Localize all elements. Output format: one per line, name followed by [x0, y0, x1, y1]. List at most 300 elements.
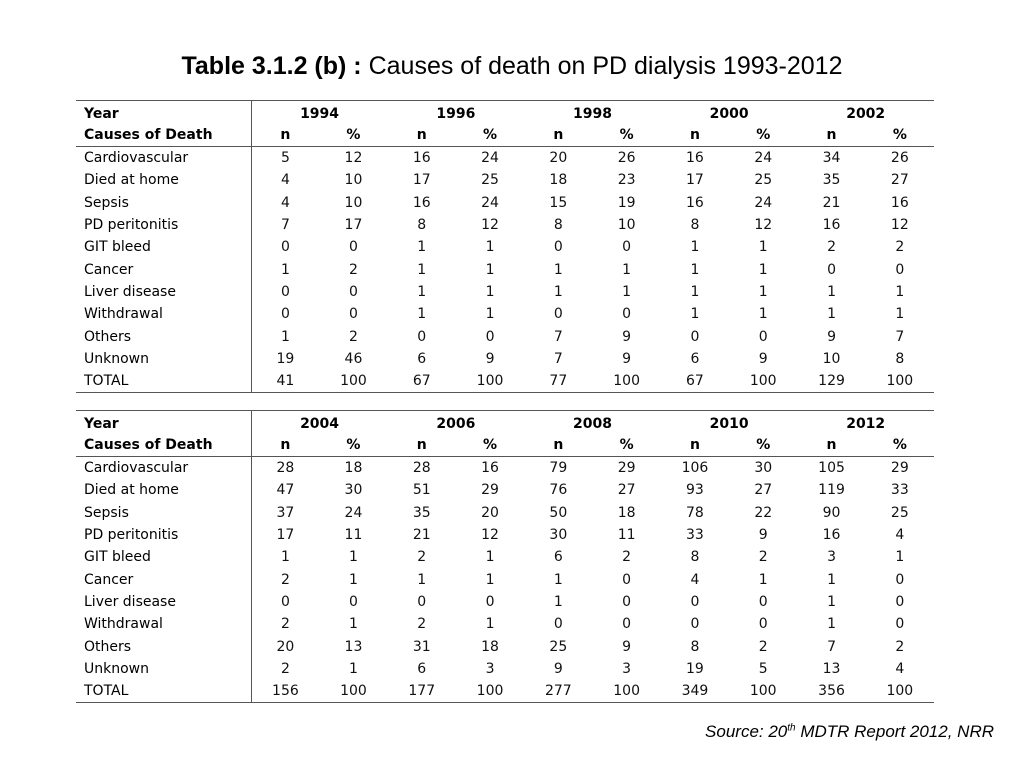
- percent-cell: 5: [758, 660, 768, 677]
- percent-cell: 1: [485, 283, 495, 300]
- cause-label: Cardiovascular: [76, 147, 251, 170]
- percent-cell: 30: [344, 482, 363, 499]
- count-cell: 4: [690, 571, 700, 588]
- percent-cell: 2: [622, 549, 632, 566]
- cause-label: Liver disease: [76, 281, 251, 303]
- count-cell: 33: [686, 527, 704, 544]
- cause-label: Died at home: [76, 169, 251, 191]
- n-header: n: [388, 124, 456, 147]
- count-cell: 0: [417, 328, 427, 345]
- percent-cell: 1: [348, 549, 358, 566]
- count-cell: 1: [827, 306, 836, 323]
- source-superscript: th: [787, 722, 796, 734]
- data-table: [76, 100, 934, 393]
- percent-cell: 18: [481, 638, 499, 655]
- percent-cell: 10: [617, 217, 636, 234]
- percent-cell: 2: [758, 549, 768, 566]
- count-cell: 6: [417, 660, 427, 677]
- percent-cell: 9: [758, 527, 768, 544]
- table-row: [76, 214, 934, 236]
- year-header: 2008: [573, 415, 612, 432]
- count-cell: 2: [827, 239, 836, 256]
- table-row: [76, 457, 934, 480]
- percent-cell: 12: [890, 217, 909, 234]
- count-cell: 17: [412, 172, 431, 189]
- cause-label: Unknown: [76, 658, 251, 680]
- count-cell: 1: [553, 571, 563, 588]
- percent-cell: 9: [622, 328, 632, 345]
- table-row: [76, 546, 934, 568]
- count-cell: 67: [686, 373, 704, 390]
- year-header-row: [76, 411, 934, 435]
- year-header: 2000: [709, 105, 749, 122]
- percent-cell: 1: [758, 261, 768, 278]
- count-cell: 6: [553, 549, 563, 566]
- count-cell: 0: [280, 283, 290, 300]
- count-cell: 16: [822, 527, 841, 544]
- percent-cell: 26: [617, 150, 636, 167]
- percent-cell: 1: [485, 571, 495, 588]
- count-cell: 2: [280, 660, 290, 677]
- page-title: [0, 52, 1024, 81]
- source-prefix: Source: 20: [705, 722, 788, 741]
- percent-cell: 1: [758, 571, 768, 588]
- percent-cell: 1: [348, 660, 358, 677]
- year-header-row: [76, 101, 934, 125]
- percent-cell: 1: [348, 616, 358, 633]
- table-row: [76, 258, 934, 280]
- count-cell: 28: [276, 460, 295, 477]
- percent-cell: 23: [617, 172, 636, 189]
- percent-cell: 24: [481, 150, 499, 167]
- percent-cell: 100: [886, 683, 914, 700]
- percent-cell: 8: [895, 350, 905, 367]
- percent-cell: 0: [622, 306, 632, 323]
- percent-cell: 11: [617, 527, 636, 544]
- count-cell: 3: [827, 549, 836, 566]
- count-cell: 1: [690, 283, 700, 300]
- percent-cell: 33: [890, 482, 909, 499]
- percent-cell: 0: [622, 593, 632, 610]
- count-cell: 8: [690, 638, 700, 655]
- percent-cell: 0: [622, 616, 632, 633]
- table-row: [76, 591, 934, 613]
- count-cell: 35: [412, 504, 431, 521]
- table-caption: Causes of death on PD dialysis 1993-2012: [368, 52, 843, 80]
- year-header: 2006: [436, 415, 476, 432]
- percent-cell: 0: [348, 283, 358, 300]
- percent-cell: 3: [622, 660, 632, 677]
- count-cell: 21: [822, 194, 841, 211]
- count-cell: 30: [549, 527, 568, 544]
- count-cell: 35: [822, 172, 841, 189]
- count-cell: 156: [272, 683, 299, 700]
- count-cell: 2: [280, 616, 290, 633]
- count-cell: 0: [553, 616, 563, 633]
- percent-header: %: [866, 124, 934, 147]
- percent-cell: 1: [348, 571, 358, 588]
- percent-cell: 27: [617, 482, 636, 499]
- percent-cell: 0: [758, 616, 768, 633]
- count-cell: 7: [280, 217, 290, 234]
- percent-cell: 0: [895, 571, 905, 588]
- year-header: 2012: [846, 415, 886, 432]
- percent-cell: 24: [481, 194, 499, 211]
- percent-cell: 20: [481, 504, 499, 521]
- count-cell: 1: [417, 571, 427, 588]
- count-cell: 8: [553, 217, 563, 234]
- percent-header: %: [866, 434, 934, 457]
- count-cell: 1: [827, 593, 836, 610]
- source-note: [705, 722, 994, 742]
- table-row: [76, 658, 934, 680]
- count-cell: 7: [553, 328, 563, 345]
- count-cell: 277: [544, 683, 572, 700]
- count-cell: 2: [417, 616, 427, 633]
- percent-cell: 3: [485, 660, 495, 677]
- percent-cell: 0: [485, 593, 495, 610]
- n-header: n: [797, 434, 865, 457]
- percent-cell: 22: [754, 504, 773, 521]
- percent-cell: 27: [890, 172, 909, 189]
- count-cell: 1: [280, 328, 290, 345]
- cause-label: Others: [76, 635, 251, 657]
- cause-label: TOTAL: [76, 370, 251, 393]
- percent-cell: 24: [754, 150, 773, 167]
- count-cell: 5: [280, 150, 290, 167]
- percent-cell: 18: [344, 460, 363, 477]
- percent-cell: 9: [622, 638, 632, 655]
- count-cell: 16: [412, 150, 431, 167]
- count-cell: 19: [276, 350, 295, 367]
- percent-cell: 100: [476, 373, 504, 390]
- n-header: n: [251, 124, 319, 147]
- percent-cell: 0: [348, 239, 358, 256]
- count-cell: 8: [417, 217, 427, 234]
- count-cell: 17: [686, 172, 704, 189]
- year-header: 2004: [300, 415, 340, 432]
- percent-cell: 0: [622, 239, 632, 256]
- cause-label: Cancer: [76, 568, 251, 590]
- percent-cell: 10: [344, 172, 363, 189]
- table-1994-2002: [76, 100, 934, 393]
- percent-cell: 27: [754, 482, 773, 499]
- percent-cell: 1: [485, 239, 495, 256]
- count-cell: 6: [690, 350, 700, 367]
- percent-cell: 0: [622, 571, 632, 588]
- percent-cell: 30: [754, 460, 773, 477]
- count-cell: 41: [276, 373, 295, 390]
- table-row: [76, 147, 934, 170]
- percent-cell: 0: [348, 306, 358, 323]
- percent-cell: 26: [890, 150, 909, 167]
- table-row: [76, 502, 934, 524]
- year-header: 1998: [573, 105, 612, 122]
- percent-cell: 12: [754, 217, 773, 234]
- table-row: [76, 325, 934, 347]
- count-cell: 0: [827, 261, 836, 278]
- count-cell: 90: [822, 504, 841, 521]
- count-cell: 1: [553, 593, 563, 610]
- percent-cell: 10: [344, 194, 363, 211]
- count-cell: 13: [822, 660, 841, 677]
- percent-cell: 12: [481, 527, 499, 544]
- count-cell: 0: [553, 239, 563, 256]
- data-table: [76, 410, 934, 703]
- count-cell: 177: [408, 683, 436, 700]
- percent-cell: 9: [758, 350, 768, 367]
- percent-cell: 0: [348, 593, 358, 610]
- count-cell: 2: [417, 549, 427, 566]
- count-cell: 1: [553, 261, 563, 278]
- count-cell: 20: [276, 638, 295, 655]
- count-cell: 0: [280, 306, 290, 323]
- percent-cell: 24: [344, 504, 363, 521]
- n-header: n: [661, 434, 729, 457]
- percent-cell: 16: [890, 194, 909, 211]
- count-cell: 0: [690, 328, 700, 345]
- cause-label: Sepsis: [76, 502, 251, 524]
- causes-label: Causes of Death: [76, 124, 251, 147]
- percent-cell: 1: [758, 283, 768, 300]
- count-cell: 0: [280, 593, 290, 610]
- count-cell: 4: [280, 194, 290, 211]
- percent-cell: 100: [886, 373, 914, 390]
- percent-cell: 0: [895, 616, 905, 633]
- count-cell: 0: [417, 593, 427, 610]
- n-header: n: [661, 124, 729, 147]
- percent-cell: 1: [485, 616, 495, 633]
- count-cell: 9: [827, 328, 836, 345]
- table-row: [76, 680, 934, 703]
- count-cell: 105: [818, 460, 845, 477]
- count-cell: 1: [690, 261, 700, 278]
- count-cell: 119: [818, 482, 845, 499]
- count-cell: 78: [686, 504, 704, 521]
- cause-label: Liver disease: [76, 591, 251, 613]
- percent-cell: 2: [758, 638, 768, 655]
- count-cell: 76: [549, 482, 568, 499]
- percent-cell: 100: [340, 373, 367, 390]
- cause-label: Cardiovascular: [76, 457, 251, 480]
- percent-cell: 1: [758, 306, 768, 323]
- cause-label: PD peritonitis: [76, 524, 251, 546]
- count-cell: 16: [822, 217, 841, 234]
- count-cell: 77: [549, 373, 568, 390]
- count-cell: 0: [690, 593, 700, 610]
- percent-header: %: [592, 124, 660, 147]
- count-cell: 7: [553, 350, 563, 367]
- count-cell: 1: [827, 571, 836, 588]
- year-header: 1996: [436, 105, 476, 122]
- percent-cell: 12: [481, 217, 499, 234]
- count-cell: 18: [549, 172, 568, 189]
- n-header: n: [251, 434, 319, 457]
- cause-label: Cancer: [76, 258, 251, 280]
- percent-cell: 1: [758, 239, 768, 256]
- count-cell: 28: [412, 460, 431, 477]
- count-cell: 17: [276, 527, 295, 544]
- count-cell: 129: [818, 373, 845, 390]
- count-cell: 37: [276, 504, 295, 521]
- percent-cell: 2: [895, 638, 905, 655]
- cause-label: Withdrawal: [76, 303, 251, 325]
- count-cell: 0: [280, 239, 290, 256]
- subheader-row: [76, 434, 934, 457]
- count-cell: 1: [827, 283, 836, 300]
- count-cell: 1: [827, 616, 836, 633]
- percent-cell: 2: [348, 261, 358, 278]
- count-cell: 50: [549, 504, 568, 521]
- count-cell: 1: [690, 306, 700, 323]
- percent-cell: 1: [485, 261, 495, 278]
- percent-cell: 1: [485, 306, 495, 323]
- count-cell: 34: [822, 150, 841, 167]
- year-header: 1994: [300, 105, 340, 122]
- count-cell: 1: [417, 239, 427, 256]
- year-header: 2002: [846, 105, 886, 122]
- count-cell: 20: [549, 150, 568, 167]
- count-cell: 15: [549, 194, 568, 211]
- count-cell: 16: [412, 194, 431, 211]
- percent-cell: 46: [344, 350, 363, 367]
- percent-cell: 25: [754, 172, 773, 189]
- year-header: 2010: [709, 415, 749, 432]
- table-row: [76, 236, 934, 258]
- n-header: n: [388, 434, 456, 457]
- n-header: n: [797, 124, 865, 147]
- cause-label: Died at home: [76, 479, 251, 501]
- table-number: Table 3.1.2 (b) :: [181, 52, 362, 80]
- count-cell: 25: [549, 638, 568, 655]
- cause-label: Withdrawal: [76, 613, 251, 635]
- count-cell: 0: [553, 306, 563, 323]
- year-label: Year: [76, 101, 251, 125]
- percent-cell: 25: [890, 504, 909, 521]
- percent-cell: 0: [895, 261, 905, 278]
- percent-cell: 0: [485, 328, 495, 345]
- percent-header: %: [592, 434, 660, 457]
- count-cell: 8: [690, 549, 700, 566]
- table-row: [76, 370, 934, 393]
- percent-cell: 4: [895, 527, 905, 544]
- year-label: Year: [76, 411, 251, 435]
- percent-header: %: [456, 434, 524, 457]
- cause-label: GIT bleed: [76, 236, 251, 258]
- percent-cell: 29: [617, 460, 636, 477]
- percent-header: %: [319, 434, 387, 457]
- cause-label: Unknown: [76, 348, 251, 370]
- count-cell: 21: [412, 527, 431, 544]
- table-row: [76, 348, 934, 370]
- percent-header: %: [729, 124, 797, 147]
- count-cell: 79: [549, 460, 568, 477]
- percent-cell: 100: [749, 683, 777, 700]
- percent-cell: 2: [895, 239, 905, 256]
- count-cell: 2: [280, 571, 290, 588]
- percent-cell: 16: [481, 460, 499, 477]
- table-row: [76, 169, 934, 191]
- percent-cell: 100: [340, 683, 367, 700]
- percent-cell: 1: [895, 283, 905, 300]
- percent-cell: 13: [344, 638, 363, 655]
- percent-cell: 19: [617, 194, 636, 211]
- percent-cell: 29: [890, 460, 909, 477]
- percent-cell: 1: [895, 306, 905, 323]
- count-cell: 0: [690, 616, 700, 633]
- count-cell: 1: [417, 283, 427, 300]
- percent-cell: 100: [613, 683, 640, 700]
- count-cell: 1: [280, 549, 290, 566]
- subheader-row: [76, 124, 934, 147]
- count-cell: 7: [827, 638, 836, 655]
- cause-label: GIT bleed: [76, 546, 251, 568]
- table-row: [76, 524, 934, 546]
- percent-header: %: [319, 124, 387, 147]
- count-cell: 9: [553, 660, 563, 677]
- cause-label: TOTAL: [76, 680, 251, 703]
- percent-cell: 100: [749, 373, 777, 390]
- count-cell: 47: [276, 482, 295, 499]
- count-cell: 19: [686, 660, 704, 677]
- percent-cell: 0: [758, 328, 768, 345]
- percent-cell: 100: [613, 373, 640, 390]
- percent-header: %: [729, 434, 797, 457]
- count-cell: 16: [686, 194, 704, 211]
- cause-label: Sepsis: [76, 192, 251, 214]
- percent-cell: 11: [344, 527, 363, 544]
- table-row: [76, 281, 934, 303]
- count-cell: 1: [417, 261, 427, 278]
- percent-cell: 1: [485, 549, 495, 566]
- count-cell: 1: [553, 283, 563, 300]
- percent-cell: 9: [485, 350, 495, 367]
- percent-cell: 25: [481, 172, 499, 189]
- count-cell: 4: [280, 172, 290, 189]
- percent-cell: 0: [758, 593, 768, 610]
- count-cell: 93: [686, 482, 704, 499]
- count-cell: 16: [686, 150, 704, 167]
- table-2004-2012: [76, 410, 934, 703]
- cause-label: Others: [76, 325, 251, 347]
- percent-cell: 9: [622, 350, 632, 367]
- source-suffix: MDTR Report 2012, NRR: [795, 722, 994, 741]
- percent-cell: 4: [895, 660, 905, 677]
- count-cell: 1: [280, 261, 290, 278]
- percent-cell: 1: [622, 283, 632, 300]
- table-row: [76, 192, 934, 214]
- count-cell: 356: [818, 683, 845, 700]
- count-cell: 6: [417, 350, 427, 367]
- count-cell: 106: [681, 460, 709, 477]
- table-row: [76, 613, 934, 635]
- percent-cell: 0: [895, 593, 905, 610]
- count-cell: 1: [417, 306, 427, 323]
- count-cell: 1: [690, 239, 700, 256]
- count-cell: 31: [412, 638, 431, 655]
- percent-cell: 1: [895, 549, 905, 566]
- percent-cell: 7: [895, 328, 905, 345]
- count-cell: 67: [412, 373, 431, 390]
- n-header: n: [524, 124, 592, 147]
- percent-header: %: [456, 124, 524, 147]
- percent-cell: 2: [348, 328, 358, 345]
- cause-label: PD peritonitis: [76, 214, 251, 236]
- count-cell: 10: [822, 350, 841, 367]
- n-header: n: [524, 434, 592, 457]
- percent-cell: 1: [622, 261, 632, 278]
- percent-cell: 24: [754, 194, 773, 211]
